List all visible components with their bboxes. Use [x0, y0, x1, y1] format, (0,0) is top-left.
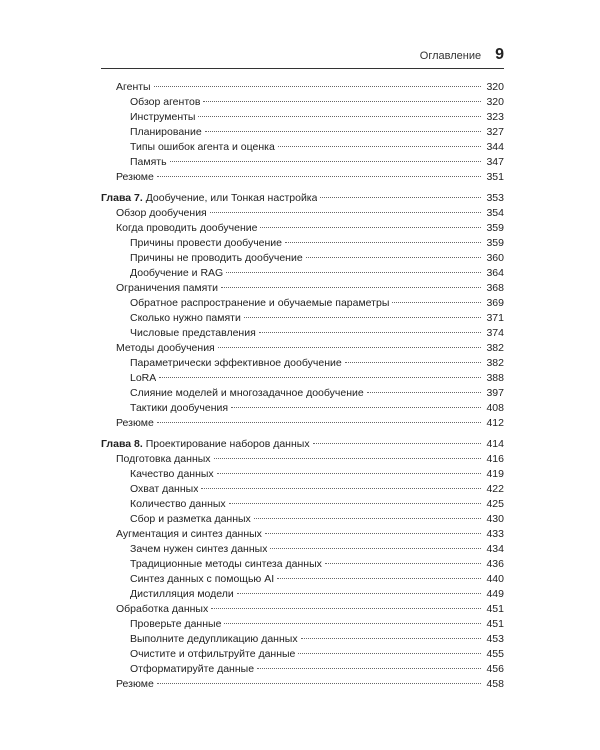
toc-chapter-7[interactable]: Глава 7. Дообучение, или Тонкая настройка 353 [101, 192, 504, 204]
toc-entry[interactable]: Дистилляция модели 449 [130, 588, 504, 600]
toc-entry[interactable]: Когда проводить дообучение 359 [116, 222, 504, 234]
table-of-contents [101, 80, 504, 692]
toc-entry[interactable]: Подготовка данных 416 [116, 453, 504, 465]
toc-entry[interactable]: Сколько нужно памяти 371 [130, 312, 504, 324]
toc-entry[interactable]: Типы ошибок агента и оценка 344 [130, 141, 504, 153]
toc-entry[interactable]: Тактики дообучения 408 [130, 402, 504, 414]
toc-entry[interactable]: Слияние моделей и многозадачное дообучение 397 [130, 387, 504, 399]
toc-entry[interactable]: Сбор и разметка данных 430 [130, 513, 504, 525]
running-section-title: Оглавление [419, 50, 482, 62]
toc-entry[interactable]: Параметрически эффективное дообучение 382 [130, 357, 504, 369]
toc-entry[interactable]: Очистите и отфильтруйте данные 455 [130, 648, 504, 660]
toc-entry[interactable]: Числовые представления 374 [130, 327, 504, 339]
toc-entry[interactable]: Планирование 327 [130, 126, 504, 138]
toc-entry[interactable]: Причины провести дообучение 359 [130, 237, 504, 249]
toc-entry[interactable]: Аугментация и синтез данных 433 [116, 528, 504, 540]
toc-entry[interactable]: Инструменты 323 [130, 111, 504, 123]
toc-entry[interactable]: Память 347 [130, 156, 504, 168]
toc-entry[interactable]: Обзор дообучения 354 [116, 207, 504, 219]
toc-entry[interactable]: Количество данных 425 [130, 498, 504, 510]
toc-entry[interactable]: Выполните дедупликацию данных 453 [130, 633, 504, 645]
toc-entry[interactable]: Обзор агентов 320 [130, 96, 504, 108]
toc-entry[interactable]: Причины не проводить дообучение 360 [130, 252, 504, 264]
toc-entry[interactable]: Охват данных 422 [130, 483, 504, 495]
toc-entry[interactable]: Методы дообучения 382 [116, 342, 504, 354]
toc-entry[interactable]: LoRA 388 [130, 372, 504, 384]
page-number: 9 [495, 46, 504, 63]
toc-entry[interactable]: Синтез данных с помощью AI 440 [130, 573, 504, 585]
page-header [101, 40, 504, 69]
toc-entry[interactable]: Обратное распространение и обучаемые параметры 369 [130, 297, 504, 309]
toc-entry[interactable]: Агенты 320 [116, 81, 504, 93]
toc-entry[interactable]: Дообучение и RAG 364 [130, 267, 504, 279]
toc-chapter-8[interactable]: Глава 8. Проектирование наборов данных 414 [101, 438, 504, 450]
toc-entry[interactable]: Резюме 412 [116, 417, 504, 429]
toc-entry[interactable]: Зачем нужен синтез данных 434 [130, 543, 504, 555]
toc-entry[interactable]: Проверьте данные 451 [130, 618, 504, 630]
toc-entry[interactable]: Ограничения памяти 368 [116, 282, 504, 294]
toc-entry[interactable]: Резюме 351 [116, 171, 504, 183]
toc-entry[interactable]: Резюме 458 [116, 678, 504, 690]
toc-entry[interactable]: Традиционные методы синтеза данных 436 [130, 558, 504, 570]
toc-entry[interactable]: Качество данных 419 [130, 468, 504, 480]
toc-entry[interactable]: Обработка данных 451 [116, 603, 504, 615]
toc-entry[interactable]: Отформатируйте данные 456 [130, 663, 504, 675]
